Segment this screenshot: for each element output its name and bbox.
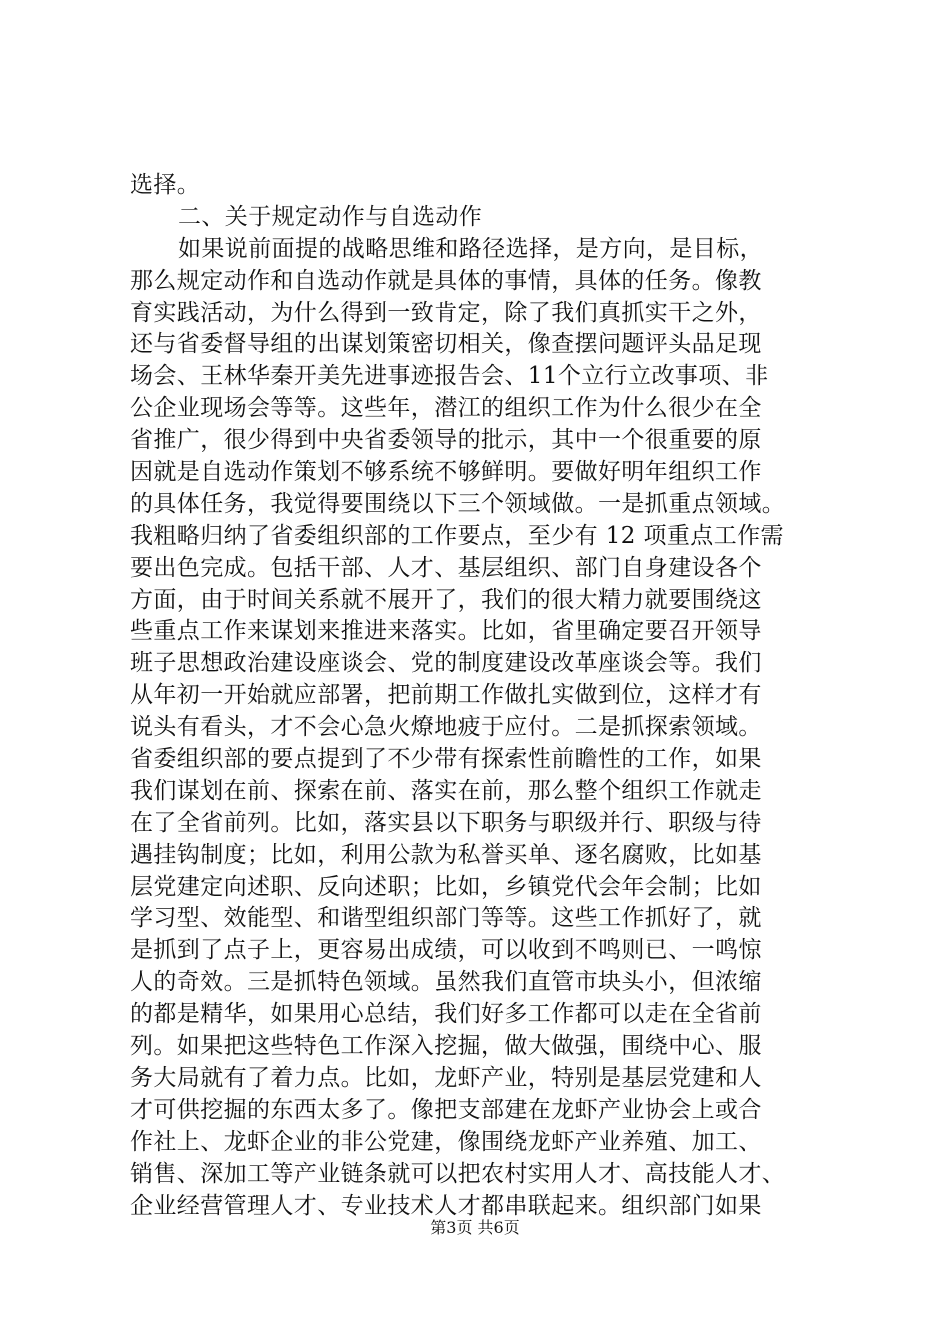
text-line: 在了全省前列。比如，落实县以下职务与职级并行、职级与待	[130, 809, 762, 836]
text-line: 是抓到了点子上，更容易出成绩，可以收到不鸣则已、一鸣惊	[130, 937, 762, 964]
section-heading: 二、关于规定动作与自选动作	[178, 203, 483, 230]
text-line: 列。如果把这些特色工作深入挖掘，做大做强，围绕中心、服	[130, 1033, 762, 1060]
text-line: 层党建定向述职、反向述职；比如，乡镇党代会年会制；比如	[130, 873, 762, 900]
text-line: 省委组织部的要点提到了不少带有探索性前瞻性的工作，如果	[130, 746, 762, 773]
paragraph-first-line: 如果说前面提的战略思维和路径选择，是方向，是目标，	[178, 235, 763, 262]
text-line: 因就是自选动作策划不够系统不够鲜明。要做好明年组织工作	[130, 459, 762, 486]
text-line: 才可供挖掘的东西太多了。像把支部建在龙虾产业协会上或合	[130, 1096, 762, 1123]
text-line: 务大局就有了着力点。比如，龙虾产业，特别是基层党建和人	[130, 1064, 762, 1091]
text-line: 我们谋划在前、探索在前、落实在前，那么整个组织工作就走	[130, 777, 762, 804]
text-line: 作社上、龙虾企业的非公党建，像围绕龙虾产业养殖、加工、	[130, 1128, 762, 1155]
text-line: 说头有看头，才不会心急火燎地疲于应付。二是抓探索领域。	[130, 714, 762, 741]
text-line: 班子思想政治建设座谈会、党的制度建设改革座谈会等。我们	[130, 650, 762, 677]
text-line: 的都是精华，如果用心总结，我们好多工作都可以走在全省前	[130, 1001, 762, 1028]
text-line: 方面，由于时间关系就不展开了，我们的很大精力就要围绕这	[130, 586, 762, 613]
text-line: 要出色完成。包括干部、人才、基层组织、部门自身建设各个	[130, 554, 762, 581]
text-line: 还与省委督导组的出谋划策密切相关，像查摆问题评头品足现	[130, 331, 762, 358]
text-line: 公企业现场会等等。这些年，潜江的组织工作为什么很少在全	[130, 395, 762, 422]
text-line: 场会、王林华秦开美先进事迹报告会、11个立行立改事项、非	[130, 363, 769, 390]
text-line: 学习型、效能型、和谐型组织部门等等。这些工作抓好了，就	[130, 905, 762, 932]
page-number-footer: 第3页 共6页	[430, 1218, 520, 1237]
text-line: 企业经营管理人才、专业技术人才都串联起来。组织部门如果	[130, 1192, 762, 1219]
text-line: 人的奇效。三是抓特色领域。虽然我们直管市块头小，但浓缩	[130, 969, 762, 996]
text-line: 从年初一开始就应部署，把前期工作做扎实做到位，这样才有	[130, 682, 762, 709]
text-line: 那么规定动作和自选动作就是具体的事情，具体的任务。像教	[130, 267, 762, 294]
text-line: 销售、深加工等产业链条就可以把农村实用人才、高技能人才、	[130, 1160, 786, 1187]
text-line: 我粗略归纳了省委组织部的工作要点，至少有 12 项重点工作需	[130, 522, 784, 549]
text-line: 的具体任务，我觉得要围绕以下三个领域做。一是抓重点领域。	[130, 490, 786, 517]
document-body	[130, 170, 830, 1222]
text-line: 遇挂钩制度；比如，利用公款为私誉买单、逐名腐败，比如基	[130, 841, 762, 868]
text-line: 选择。	[130, 172, 201, 198]
text-line: 些重点工作来谋划来推进来落实。比如，省里确定要召开领导	[130, 618, 762, 645]
text-line: 育实践活动，为什么得到一致肯定，除了我们真抓实干之外，	[130, 299, 762, 326]
text-line: 省推广，很少得到中央省委领导的批示，其中一个很重要的原	[130, 427, 762, 454]
